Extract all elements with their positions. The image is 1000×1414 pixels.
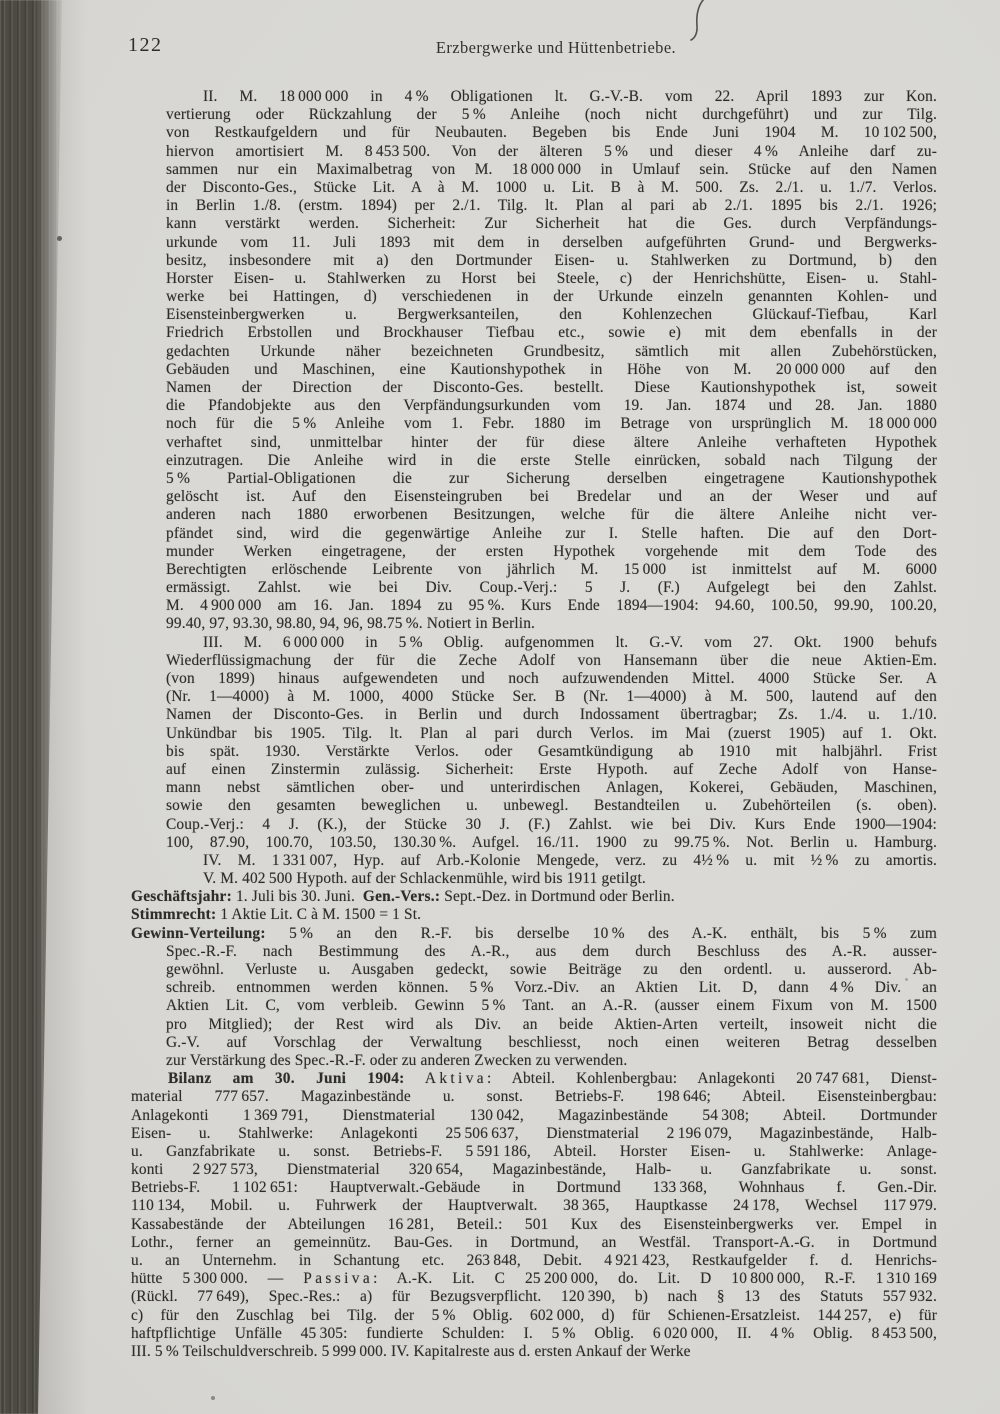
- line-text: 1 Aktie Lit. C à M. 1500 = 1 St.: [216, 906, 422, 924]
- line-text: 99.40, 97, 93.30, 98.80, 94, 96, 98.75 %. Notiert in Berlin.: [166, 615, 536, 633]
- line-text: sowie den gesamten beweglichen u. unbewegl. Bestandteilen u. Zubehörteilen (s. oben).: [166, 797, 937, 815]
- line-text: Eisensteinbergwerken u. Bergwerksanteilen, den Kohlenzechen Glückauf-Tiefbau, Karl: [166, 306, 937, 324]
- line-text: Kassabestände der Abteilungen 16 281, Beteil.: 501 Kux des Eisensteinbergwerks ver. Empel in: [131, 1215, 937, 1233]
- line-text: Friedrich Erbstollen und Brockhauser Tiefbau etc., sowie e) mit dem ebenfalls in der: [166, 324, 937, 342]
- text-line: [166, 288, 937, 306]
- text-line: [166, 779, 937, 797]
- text-line: [166, 488, 937, 506]
- text-line: [166, 179, 937, 197]
- text-line: [166, 361, 937, 379]
- line-text: 5 % Partial-Obligationen die zur Sicherung derselben eingetragene Kautionshypothek: [166, 469, 937, 487]
- text-line: [166, 1016, 937, 1034]
- line-text: verhaftet sind, unmittelbar hinter der für diese ältere Anleihe verhafteten Hypothek: [166, 433, 937, 451]
- line-text: Unkündbar bis 1905. Tilg. lt. Plan al pari durch Verlos. im Mai (zuerst 1905) auf 1. Okt.: [166, 724, 937, 742]
- line-text: munder Werken eingetragene, der ersten Hypothek vorgehende mit dem Tode des: [166, 542, 937, 560]
- line-text: Eisen- u. Stahlwerke: Anlagekonti 25 506 637, Dienstmaterial 2 196 079, Magazinbestände, Halb-: [131, 1124, 937, 1142]
- line-text: III. 5 % Teilschuldverschreib. 5 999 000. IV. Kapitalreste aus d. ersten Ankauf der Werke: [131, 1342, 691, 1360]
- line-text: der Disconto-Ges., Stücke Lit. A à M. 1000 u. Lit. B à M. 500. Zs. 2./1. u. 1./7. Verlos.: [166, 178, 937, 196]
- text-line: [166, 434, 937, 452]
- line-text: konti 2 927 573, Dienstmaterial 320 654, Magazinbestände, Halb- u. Ganzfabrikate u. sonst.: [131, 1161, 937, 1179]
- line-text: (Nr. 1—4000) à M. 1000, 4000 Stücke Ser. B (Nr. 1—4000) à M. 500, lautend auf den: [166, 688, 937, 706]
- line-text: gelöscht ist. Auf den Eisensteingruben bei Bredelar und an der Weser und auf: [166, 488, 937, 506]
- text-line: [166, 561, 937, 579]
- line-text: Gebäuden und Maschinen, eine Kautionshypothek in Höhe von M. 20 000 000 auf den: [166, 360, 937, 378]
- text-line: [166, 706, 937, 724]
- text-line: [166, 834, 937, 852]
- text-line: [166, 234, 937, 252]
- bold-lead-label: Stimmrecht:: [131, 906, 217, 924]
- text-line: [166, 215, 937, 233]
- line-text: ermässigt. Zahlst. wie bei Div. Coup.-Verj.: 5 J. (F.) Aufgelegt bei den Zahlst.: [166, 579, 937, 597]
- text-line: [131, 1143, 937, 1161]
- text-line: [166, 761, 937, 779]
- text-line: [166, 397, 937, 415]
- line-text: pro Mitglied); der Rest wird als Div. an beide Aktien-Arten verteilt, insoweit nicht die: [166, 1015, 937, 1033]
- bold-lead-label: Bilanz am 30. Juni 1904:: [168, 1070, 405, 1088]
- text-line: [166, 306, 937, 324]
- line-text: Coup.-Verj.: 4 J. (K.), der Stücke 30 J. (F.) Zahlst. wie bei Div. Kurs Ende 1900—1904:: [166, 815, 937, 833]
- text-line: [166, 197, 937, 215]
- line-text: werke bei Hattingen, d) verschiedenen in der Urkunde einzeln genannten Kohlen- und: [166, 288, 937, 306]
- line-text: Aktien Lit. C, vom verbleib. Gewinn 5 % Tant. an A.-R. (ausser einem Fixum von M. 1500: [166, 997, 937, 1015]
- text-line: [166, 870, 937, 888]
- line-text: Sept.-Dez. in Dortmund oder Berlin.: [440, 888, 675, 906]
- text-line: [166, 852, 937, 870]
- line-text: hiervon amortisiert M. 8 453 500. Von der älteren 5 % und dieser 4 % Anleihe darf zu-: [166, 142, 937, 160]
- text-line: [166, 270, 937, 288]
- line-text: Lothr., ferner an gemeinnütz. Bau-Ges. in Dortmund, an Westfäl. Transport-A.-G. in Dortmund: [131, 1233, 937, 1251]
- line-text: material 777 657. Magazinbestände u. sonst. Betriebs-F. 198 646; Abteil. Eisensteinbergbau:: [131, 1088, 937, 1106]
- text-line: [131, 1343, 937, 1361]
- text-line: [131, 1288, 937, 1306]
- text-line: [166, 979, 937, 997]
- line-text: Berechtigten erlöschende Leibrente von jährlich M. 15 000 ist inmittelst auf M. 6000: [166, 560, 937, 578]
- line-text: kann verstärkt werden. Sicherheit: Zur Sicherheit hat die Ges. durch Verpfändungs-: [166, 215, 937, 233]
- text-line: [131, 906, 937, 924]
- text-line: [131, 1252, 937, 1270]
- bold-lead-label: Gen.-Vers.:: [362, 888, 441, 906]
- text-line: [166, 1034, 937, 1052]
- line-text: (von 1899) hinaus aufgewendeten und noch aufzuwendenden Mittel. 4000 Stücke Ser. A: [166, 670, 937, 687]
- text-line: [166, 88, 937, 106]
- line-text: einzutragen. Die Anleihe wird in die erste Stelle einrücken, sobald nach Tilgung der: [166, 451, 937, 469]
- running-title: Erzbergwerke und Hüttenbetriebe.: [435, 38, 677, 57]
- line-text: besitz, insbesondere mit a) den Dortmunder Eisen- u. Stahlwerken zu Dortmund, b) den: [166, 251, 937, 269]
- line-text: gedachten Urkunde näher bezeichneten Grundbesitz, sämtlich mit allen Zubehörstücken,: [166, 342, 937, 360]
- text-line: [166, 252, 937, 270]
- bold-lead-label: Gewinn-Verteilung:: [131, 924, 266, 942]
- line-text: Namen der Direction der Disconto-Ges. bestellt. Diese Kautionshypothek ist, soweit: [166, 379, 937, 396]
- text-line: [131, 1161, 937, 1179]
- line-text: Betriebs-F. 1 102 651: Hauptverwalt.-Gebäude in Dortmund 133 368, Wohnhaus f. Gen.-Dir.: [131, 1179, 937, 1197]
- line-text: gewöhnl. Verluste u. Ausgaben gedeckt, sowie Beiträge zu den ordentl. u. ausserord. Ab-: [166, 961, 937, 978]
- bold-lead-label: Geschäftsjahr:: [131, 888, 232, 906]
- text-line: [166, 943, 937, 961]
- line-text: auf einen Zinstermin zulässig. Sicherheit: Erste Hypoth. auf Zeche Adolf von Hanse-: [166, 760, 937, 778]
- line-text: sammen nur ein Maximalbetrag von M. 18 000 000 in Umlauf sein. Stücke auf den Namen: [166, 160, 937, 178]
- text-line: [131, 1270, 937, 1288]
- text-line: [166, 997, 937, 1015]
- line-text: Anlagekonti 1 369 791, Dienstmaterial 130 042, Magazinbestände 54 308; Abteil. Dortmunder: [131, 1106, 937, 1124]
- line-text: bis spät. 1930. Verstärkte Verlos. oder Gesamtkündigung ab 1910 mit halbjährl. Frist: [166, 742, 937, 760]
- line-text: Wiederflüssigmachung der für die Zeche Adolf von Hansemann über die neue Aktien-Em.: [166, 651, 937, 669]
- page-number: 122: [128, 34, 163, 56]
- text-line: [166, 343, 937, 361]
- ink-mark: [684, 0, 714, 42]
- text-line: [166, 543, 937, 561]
- line-text: zur Verstärkung des Spec.-R.-F. oder zu anderen Zwecken zu verwenden.: [166, 1051, 628, 1069]
- line-text: schreib. entnommen werden können. 5 % Vorz.-Div. an Aktien Lit. D, dann 4 % Div. an: [166, 979, 937, 997]
- line-text: urkunde vom 11. Juli 1893 mit dem in derselben aufgeführten Grund- und Bergwerks-: [166, 233, 937, 251]
- text-line: [131, 1234, 937, 1252]
- line-text: 100, 87.90, 100.70, 103.50, 130.30 %. Aufgel. 16./11. 1900 zu 99.75 %. Not. Berlin u. Hamburg.: [166, 833, 937, 851]
- line-text: c) für den Zuschlag bei Tilg. der 5 % Oblig. 602 000, d) für Schienen-Ersatzleist. 144 257, e) für: [131, 1306, 937, 1324]
- text-line: [166, 379, 937, 397]
- line-text: II. M. 18 000 000 in 4 % Obligationen lt. G.-V.-B. vom 22. April 1893 zur Kon.: [203, 88, 937, 105]
- text-line: [166, 797, 937, 815]
- text-line: [166, 652, 937, 670]
- text-line: [166, 506, 937, 524]
- text-line: [166, 597, 937, 615]
- line-text: Namen der Disconto-Ges. in Berlin und durch Indossament übertragbar; Zs. 1./4. u. 1./10.: [166, 706, 937, 724]
- text-line: [131, 1070, 937, 1088]
- text-line: [131, 1197, 937, 1215]
- scan-speck: [211, 1396, 215, 1400]
- line-text: III. M. 6 000 000 in 5 % Oblig. aufgenommen lt. G.-V. vom 27. Okt. 1900 behufs: [203, 633, 937, 651]
- line-text: hütte 5 300 000. — P a s s i v a : A.-K. Lit. C 25 200 000, do. Lit. D 10 800 000, R.-F. 1 310 169: [131, 1270, 937, 1288]
- text-line: [166, 688, 937, 706]
- line-text: G.-V. auf Vorschlag der Verwaltung beschliesst, noch einen weiteren Betrag desselben: [166, 1033, 937, 1051]
- line-text: vertierung oder Rückzahlung der 5 % Anleihe (noch nicht durchgeführt) und zur Tilg.: [166, 106, 937, 124]
- text-line: [131, 1325, 937, 1343]
- line-text: M. 4 900 000 am 16. Jan. 1894 zu 95 %. Kurs Ende 1894—1904: 94.60, 100.50, 99.90, 100.20,: [166, 597, 937, 615]
- line-text: IV. M. 1 331 007, Hyp. auf Arb.-Kolonie Mengede, verz. zu 4½ % u. mit ½ % zu amortis.: [203, 851, 937, 869]
- text-line: [166, 525, 937, 543]
- line-text: u. an Unternehm. in Schantung etc. 263 848, Debit. 4 921 423, Restkaufgelder f. d. Henrichs-: [131, 1252, 937, 1269]
- line-text: A k t i v a : Abteil. Kohlenbergbau: Anlagekonti 20 747 681, Dienst-: [404, 1070, 937, 1088]
- line-text: u. Ganzfabrikate u. sonst. Betriebs-F. 5 591 186, Abteil. Horster Eisen- u. Stahlwerke: Anlage-: [131, 1142, 937, 1160]
- text-line: [131, 1088, 937, 1106]
- text-line: [131, 888, 937, 906]
- line-text: mann nebst sämtlichen ober- und unterirdischen Anlagen, Kokerei, Gebäuden, Maschinen,: [166, 779, 937, 797]
- line-text: pfändet sind, wird die gegenwärtige Anleihe zur I. Stelle haften. Die auf den Dort-: [166, 524, 937, 542]
- text-line: [166, 452, 937, 470]
- line-text: 5 % an den R.-F. bis derselbe 10 % des A.-K. enthält, bis 5 % zum: [265, 924, 937, 942]
- text-line: [166, 634, 937, 652]
- text-line: [166, 1052, 937, 1070]
- text-line: [131, 1216, 937, 1234]
- text-line: [166, 470, 937, 488]
- line-text: V. M. 402 500 Hypoth. auf der Schlackenmühle, wird bis 1911 getilgt.: [203, 870, 646, 888]
- text-line: [131, 1307, 937, 1325]
- scan-speck: [57, 236, 62, 241]
- line-text: 110 134, Mobil. u. Fuhrwerk der Hauptverwalt. 38 365, Hauptkasse 24 178, Wechsel 117 979.: [131, 1197, 937, 1215]
- text-line: [166, 725, 937, 743]
- text-line: [166, 106, 937, 124]
- text-line: [166, 143, 937, 161]
- text-line: [166, 415, 937, 433]
- text-block: [131, 88, 937, 1361]
- text-line: [166, 615, 937, 633]
- text-line: [166, 961, 937, 979]
- text-line: [131, 1107, 937, 1125]
- line-text: Horster Eisen- u. Stahlwerken zu Horst bei Steele, c) der Henrichshütte, Eisen- u. Stahl-: [166, 269, 937, 287]
- line-text: haftpflichtige Unfälle 45 305: fundierte Schulden: I. 5 % Oblig. 6 020 000, II. 4 % Oblig. 8 453 500,: [131, 1324, 937, 1342]
- text-line: [131, 1125, 937, 1143]
- line-text: noch für die 5 % Anleihe vom 1. Febr. 1880 im Betrage von ursprünglich M. 18 000 000: [166, 415, 937, 433]
- line-text: 1. Juli bis 30. Juni.: [231, 888, 363, 906]
- line-text: Spec.-R.-F. nach Bestimmung des A.-R., aus dem durch Beschluss des A.-R. ausser-: [166, 942, 937, 960]
- line-text: die Pfandobjekte aus den Verpfändungsurkunden vom 19. Jan. 1874 und 28. Jan. 1880: [166, 397, 937, 415]
- line-text: von Restkaufgeldern und für Neubauten. Begeben bis Ende Juni 1904 M. 10 102 500,: [166, 124, 937, 142]
- text-line: [166, 579, 937, 597]
- line-text: anderen nach 1880 erworbenen Besitzungen, welche für die ältere Anleihe nicht ver-: [166, 506, 937, 524]
- line-text: in Berlin 1./8. (erstm. 1894) per 2./1. Tilg. lt. Plan al pari ab 2./1. 1895 bis 2./1. 1926;: [166, 197, 937, 215]
- text-line: [166, 670, 937, 688]
- text-line: [166, 161, 937, 179]
- line-text: (Rückl. 77 649), Spec.-Res.: a) für Bezugsverpflicht. 120 390, b) nach § 13 des Statuts 557 932.: [131, 1288, 937, 1306]
- text-line: [166, 324, 937, 342]
- text-line: [131, 1179, 937, 1197]
- text-line: [166, 816, 937, 834]
- text-line: [166, 124, 937, 142]
- text-line: [131, 925, 937, 943]
- text-line: [166, 743, 937, 761]
